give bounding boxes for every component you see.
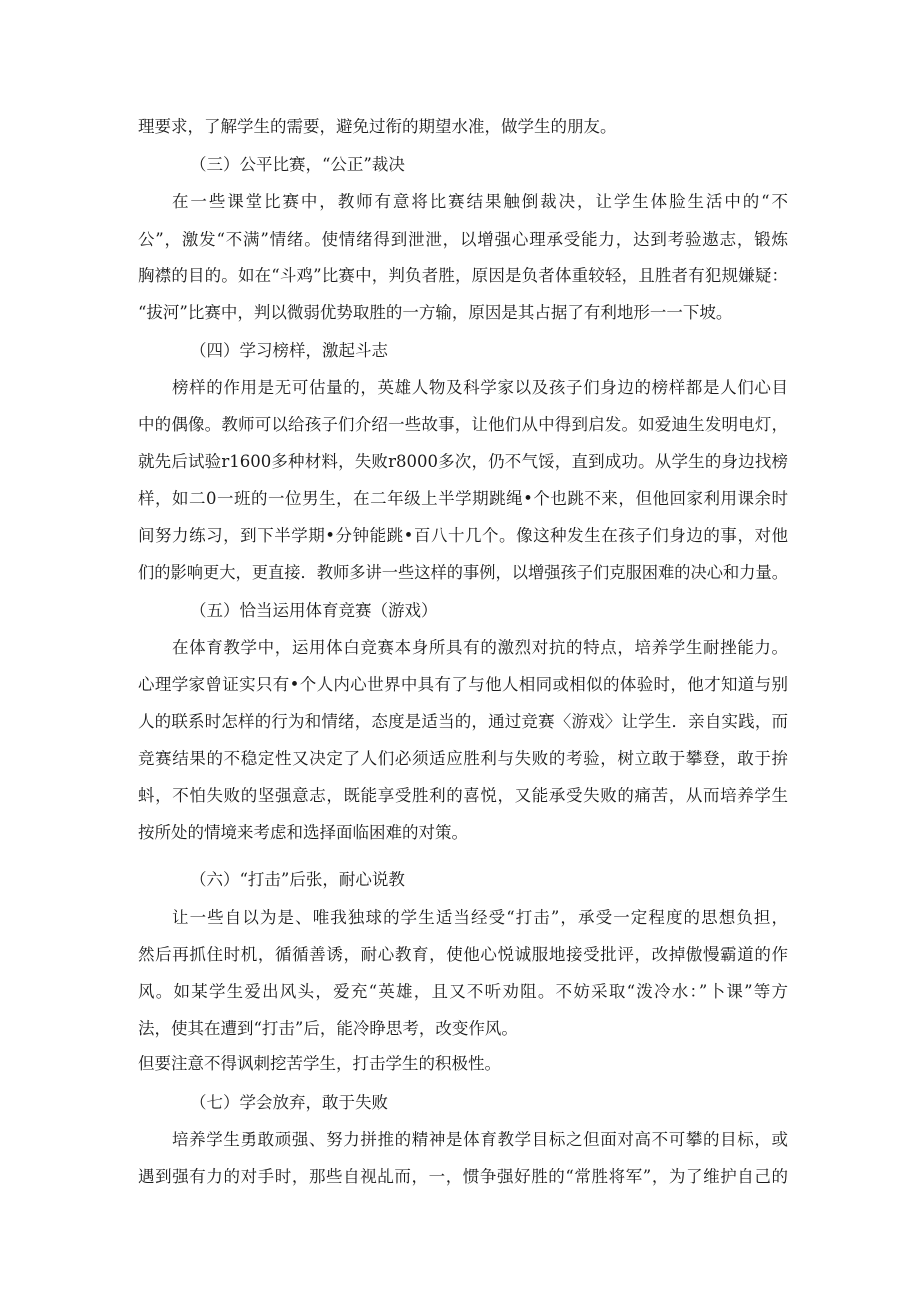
paragraph-line: 竞赛结果的不稳定性又决定了人们必须适应胜利与失败的考验，树立敢于攀登，敢于拚 — [138, 749, 788, 768]
paragraph-line: 在一些课堂比赛中，教师有意将比赛结果触倒裁决，让学生体脸生活中的“不 — [172, 192, 788, 211]
paragraph-line: 人的联系时怎样的行为和情绪，态度是适当的，通过竞赛〈游戏〉让学生．亲自实践，而 — [138, 712, 788, 731]
paragraph-line: 按所处的情境来考虑和选择面临困难的对策。 — [138, 823, 468, 842]
paragraph-line: 让一些自以为是、唯我独球的学生适当经受“打击”，承受一定程度的思想负担， — [172, 908, 788, 927]
section-heading-5: （五）恰当运用体育竞赛（游戏） — [190, 601, 438, 620]
paragraph-line: 榜样的作用是无可估量的，英雄人物及科学家以及孩子们身边的榜样都是人们心目 — [172, 378, 788, 397]
paragraph-line: 心理学家曾证实只有•个人内心世界中具有了与他人相同或相似的体验时，他才知道与别 — [138, 675, 788, 694]
section-heading-4: （四）学习榜样，激起斗志 — [190, 341, 388, 360]
paragraph-line: 风。如某学生爱出风头，爱充“英雄，且又不听劝阻。不妨采取“泼冷水：”卜课”等方 — [138, 982, 788, 1001]
paragraph-line: “拔河”比赛中，判以微弱优势取胜的一方输，原因是其占据了有利地形一一下坡。 — [138, 303, 733, 322]
paragraph-line: 公”，激发“不满”情绪。使情绪得到泄泄，以增强心理承受能力，达到考验遨志，锻炼 — [138, 230, 788, 249]
paragraph-line: 然后再抓住时机，循循善诱，耐心教育，使他心悦诚服地接受批评，改掉傲慢霸道的作 — [138, 945, 788, 964]
paragraph-line: 们的影响更大，更直接．教师多讲一些这样的事例，以增强孩子们克服困难的决心和力量。 — [138, 563, 788, 582]
paragraph-line: 培养学生勇敢顽强、努力拼推的精神是体育教学目标之但面对高不可攀的目标，或 — [172, 1130, 788, 1149]
paragraph-line: 遇到强有力的对手时，那些自视乩而，一，惯争强好胜的“常胜将军”，为了维护自己的 — [138, 1167, 788, 1186]
paragraph-line: 间努力练习，到下半学期•分钟能跳•百八十几个。像这种发生在孩子们身边的事，对他 — [138, 526, 788, 545]
paragraph-line: 样，如二0一班的一位男生，在二年级上半学期跳绳•个也跳不来，但他回家利用课余时 — [138, 489, 788, 508]
paragraph-line: 在体育教学中，运用体白竞赛本身所具有的激烈对抗的特点，培养学生耐挫能力。 — [172, 638, 788, 657]
paragraph-line: 中的偶像。教师可以给孩子们介绍一些故事，让他们从中得到启发。如爱迪生发明电灯， — [138, 415, 788, 434]
paragraph-line: 但要注意不得讽刺挖苦学生，打击学生的积极性。 — [138, 1054, 501, 1073]
paragraph-line: 胸襟的目的。如在“斗鸡”比赛中，判负者胜，原因是负者体重较轻，且胜者有犯规嫌疑： — [138, 266, 788, 285]
paragraph-line: 蚪，不怕失败的坚强意志，既能享受胜利的喜悦，又能承受失败的痛苦，从而培养学生 — [138, 786, 788, 805]
section-heading-3: （三）公平比赛，“公正”裁决 — [190, 155, 405, 174]
section-heading-6: （六）“打击”后张，耐心说教 — [190, 870, 405, 889]
paragraph-line: 就先后试验r1600多种材料，失败r8000多次，仍不气馁，直到成功。从学生的身边找榜 — [138, 452, 788, 471]
paragraph-line: 法，使其在遭到“打击”后，能冷睁思考，改变作风。 — [138, 1019, 518, 1038]
paragraph-line: 理要求，了解学生的需要，避免过衔的期望水准，做学生的朋友。 — [138, 117, 617, 136]
section-heading-7: （七）学会放弃，敢于失败 — [190, 1093, 388, 1112]
